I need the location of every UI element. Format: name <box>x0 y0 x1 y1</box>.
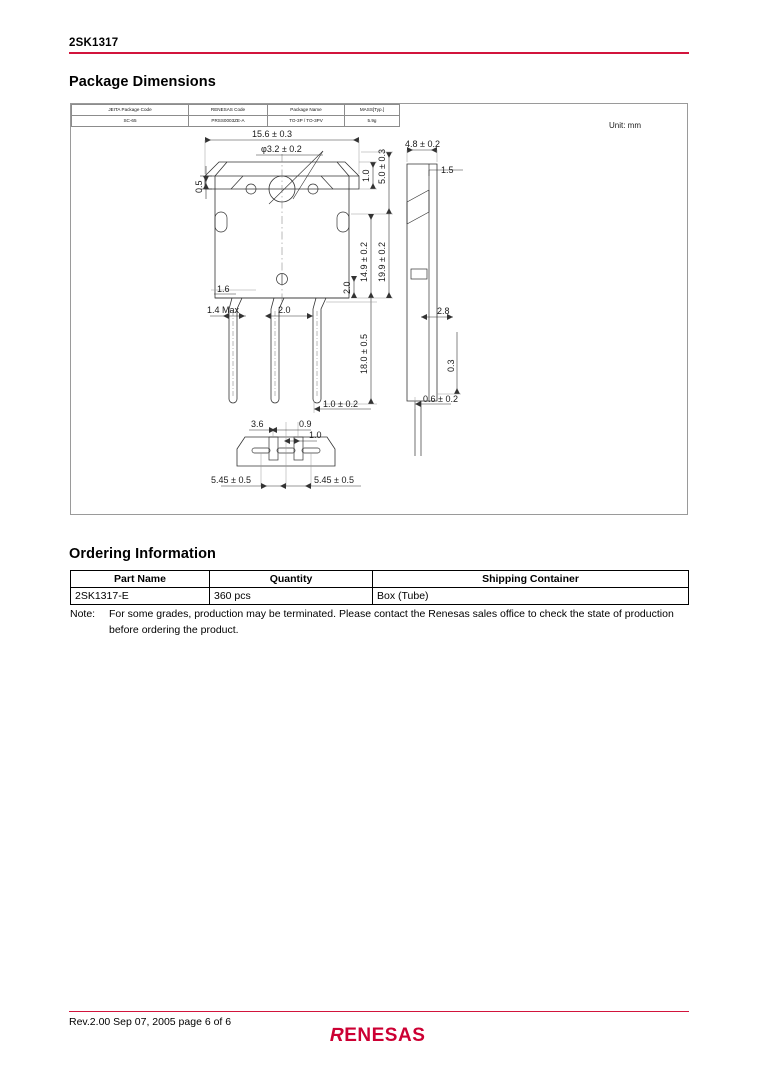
cell-renesas-code-header: RENESAS Code <box>189 105 268 116</box>
page-header-part-number: 2SK1317 <box>69 37 119 49</box>
header-rule <box>69 52 689 54</box>
cell-package-name-value: TO-3P / TO-3PV <box>268 116 345 127</box>
logo-lead-letter: R <box>327 1025 347 1046</box>
cell-renesas-code-value: PRSS0003ZE-A <box>189 116 268 127</box>
dim-label-side-step: 0.3 <box>446 359 456 372</box>
bottom-lead-3 <box>302 448 320 453</box>
lead-3 <box>313 298 326 403</box>
side-chamfer-1 <box>407 190 429 202</box>
bottom-gate-left <box>269 437 278 460</box>
dim-label-bottom-right: 5.45 ± 0.5 <box>314 475 354 485</box>
package-drawing <box>71 104 689 516</box>
cell-mass-header: MASS[Typ.] <box>345 105 400 116</box>
dim-hole-leader <box>293 151 323 199</box>
column-header-part-name: Part Name <box>71 571 210 588</box>
column-header-shipping-container: Shipping Container <box>373 571 689 588</box>
dim-label-bottom-left: 5.45 ± 0.5 <box>211 475 251 485</box>
dim-label-body-height: 14.9 ± 0.2 <box>359 242 369 282</box>
ordering-information-table <box>70 570 689 605</box>
dim-label-bottom-a: 3.6 <box>251 419 264 429</box>
package-dimension-figure <box>70 103 688 515</box>
tab-chamfer-right <box>337 162 359 176</box>
table-row <box>71 588 689 605</box>
note-text: For some grades, production may be terminated. Please contact the Renesas sales office to check the state of production before ordering the product. <box>109 608 674 636</box>
section-title-package-dimensions: Package Dimensions <box>69 74 216 90</box>
dim-label-lead-width-max: 1.4 Max <box>207 305 240 315</box>
ordering-information-table-wrap <box>70 570 688 605</box>
table-header-row <box>71 571 689 588</box>
dim-label-chamfer: 0.5 <box>194 180 204 193</box>
tab-chamfer-left <box>205 162 227 176</box>
cell-shipping-container: Box (Tube) <box>373 588 689 605</box>
cell-mass-value: 5.9g <box>345 116 400 127</box>
dim-label-total-height: 19.9 ± 0.2 <box>377 242 387 282</box>
dim-label-side-top: 1.5 <box>441 165 454 175</box>
cell-quantity: 360 pcs <box>210 588 373 605</box>
dim-label-lead-length: 18.0 ± 0.5 <box>359 334 369 374</box>
dim-label-side-offset: 2.8 <box>437 306 450 316</box>
note-label: Note: <box>70 608 96 620</box>
dim-label-lead-thickness: 1.0 ± 0.2 <box>323 399 358 409</box>
side-notch-left <box>215 212 227 232</box>
dim-label-side-width: 4.8 ± 0.2 <box>405 139 440 149</box>
side-notch-right <box>337 212 349 232</box>
bottom-lead-1 <box>252 448 270 453</box>
dim-label-bottom-c: 1.0 <box>309 430 322 440</box>
dim-label-lead-pitch: 2.0 <box>278 305 291 315</box>
dim-label-tab-notch: 1.0 <box>361 169 371 182</box>
tab-notch-right <box>321 176 333 189</box>
dim-label-top-width: 15.6 ± 0.3 <box>252 129 292 139</box>
footer-rule <box>69 1011 689 1012</box>
unit-label: Unit: mm <box>609 121 641 130</box>
dim-label-hole-dia: φ3.2 ± 0.2 <box>261 144 302 154</box>
side-view-feature <box>411 269 427 279</box>
column-header-quantity: Quantity <box>210 571 373 588</box>
logo-rest: ENESAS <box>344 1025 426 1046</box>
section-title-ordering-information: Ordering Information <box>69 546 216 562</box>
cell-jeita-code-value: SC-65 <box>72 116 189 127</box>
dim-label-top-height: 5.0 ± 0.3 <box>377 149 387 184</box>
cell-jeita-code-header: JEITA Package Code <box>72 105 189 116</box>
ordering-note <box>70 607 695 638</box>
dim-label-shoulder: 2.0 <box>342 281 352 294</box>
dim-label-bottom-b: 0.9 <box>299 419 312 429</box>
tab-notch-left <box>231 176 243 189</box>
dim-label-lead-pitch-top: 1.6 <box>217 284 230 294</box>
footer-revision: Rev.2.00 Sep 07, 2005 page 6 of 6 <box>69 1016 232 1028</box>
cell-part-name: 2SK1317-E <box>71 588 210 605</box>
side-chamfer-2 <box>407 212 429 224</box>
dim-label-side-lead-thickness: 0.6 ± 0.2 <box>423 394 458 404</box>
renesas-logo <box>327 1025 426 1047</box>
cell-package-name-header: Package Name <box>268 105 345 116</box>
